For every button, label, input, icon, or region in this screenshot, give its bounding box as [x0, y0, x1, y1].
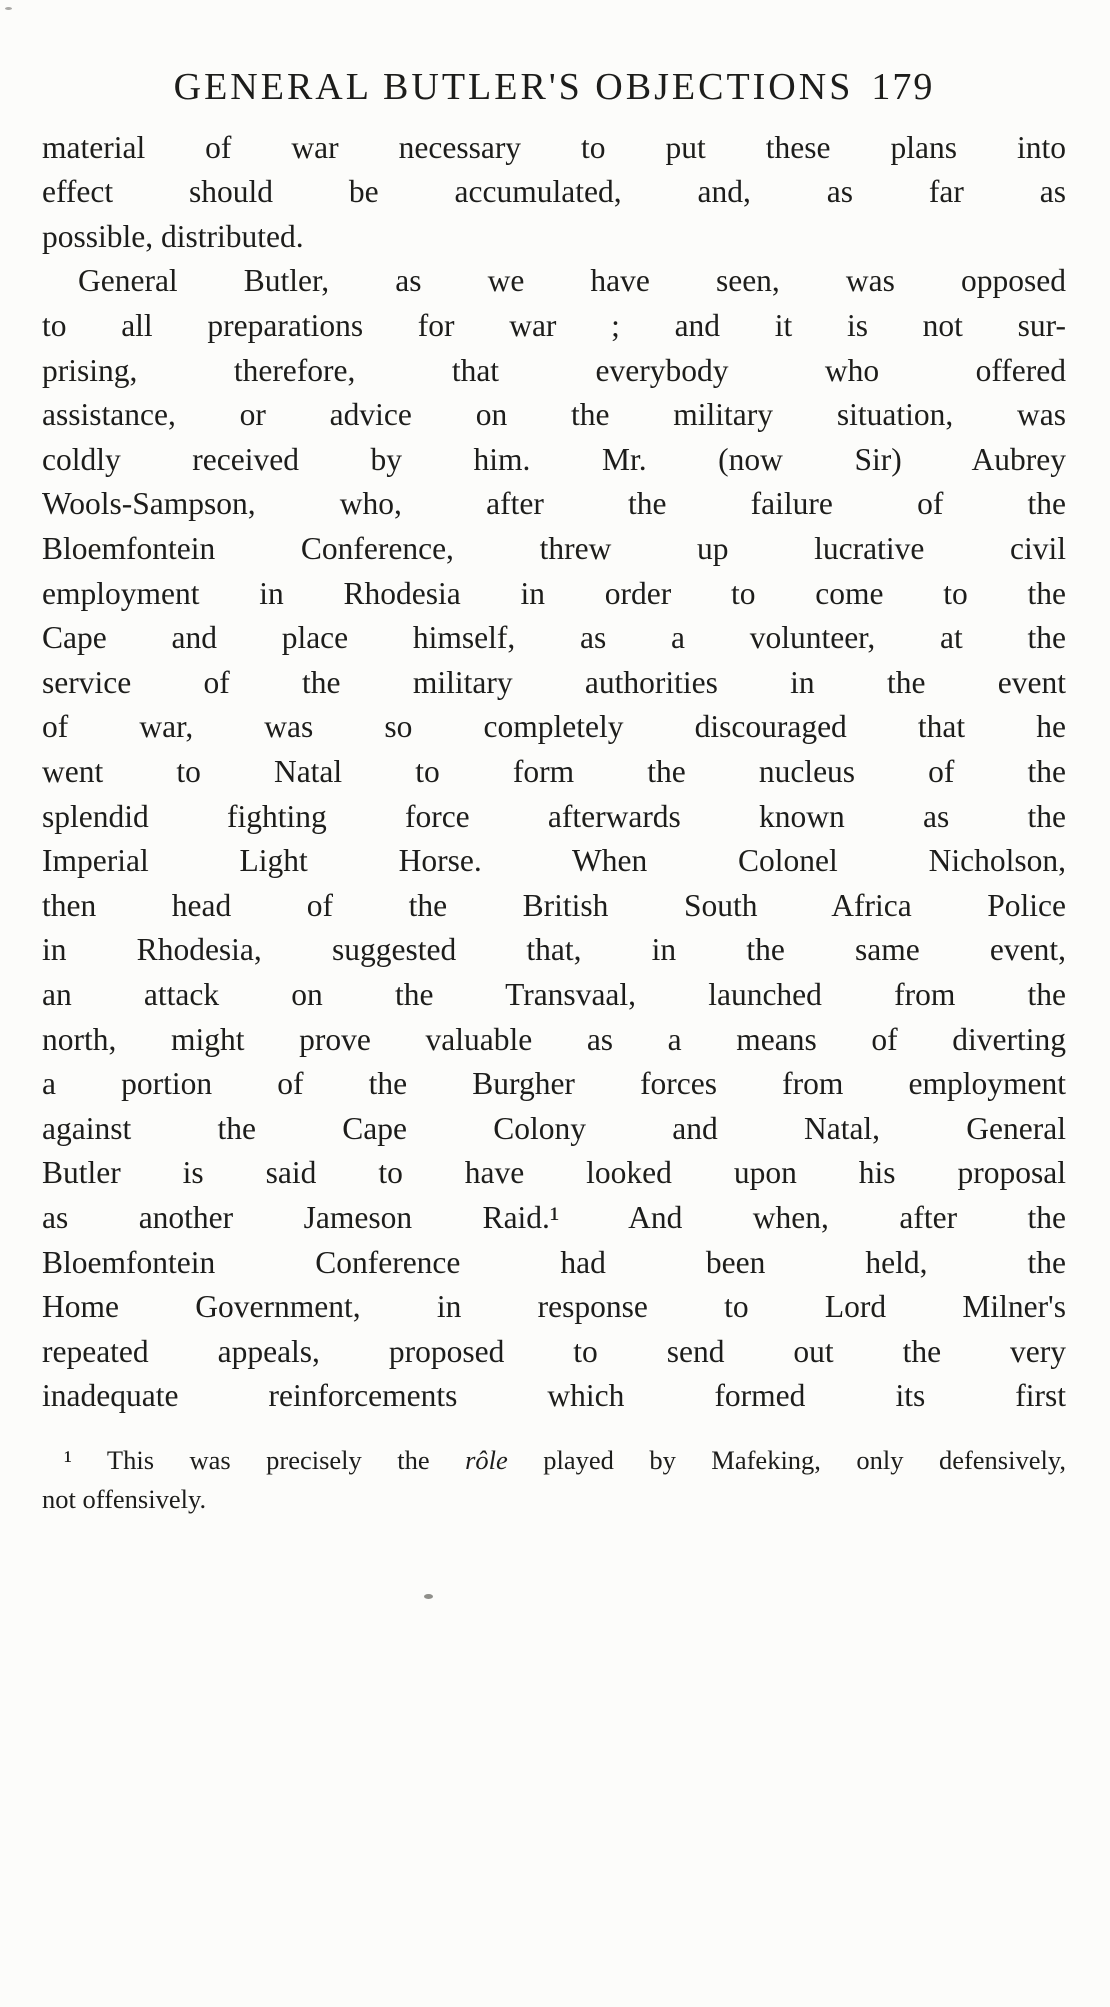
scan-artifact	[5, 7, 12, 10]
text-line: Bloemfontein Conference, threw up lucrative civil	[42, 531, 1066, 567]
text-line: Imperial Light Horse. When Colonel Nicholson,	[42, 843, 1066, 879]
text-line: material of war necessary to put these plans into	[42, 129, 1066, 165]
text-line: then head of the British South Africa Police	[42, 887, 1066, 923]
text-line: coldly received by him. Mr. (now Sir) Aubrey	[42, 441, 1066, 477]
text-line: Bloemfontein Conference had been held, the	[42, 1244, 1066, 1280]
text-line: employment in Rhodesia in order to come to the	[42, 575, 1066, 611]
text-line: inadequate reinforcements which formed its first	[42, 1378, 1066, 1414]
text-line: a portion of the Burgher forces from employment	[42, 1066, 1066, 1102]
text-line: Wools-Sampson, who, after the failure of the	[42, 486, 1066, 522]
text-line: went to Natal to form the nucleus of the	[42, 754, 1066, 789]
text-line: Butler is said to have looked upon his proposal	[42, 1155, 1066, 1191]
text-line: of war, was so completely discouraged that he	[42, 709, 1066, 745]
text-line: to all preparations for war ; and it is not sur-	[42, 308, 1066, 344]
text-line: effect should be accumulated, and, as far as	[42, 174, 1066, 210]
text-line: an attack on the Transvaal, launched from the	[42, 976, 1066, 1012]
text-line: Home Government, in response to Lord Milner's	[42, 1289, 1066, 1325]
footnote	[42, 1441, 1066, 1519]
text-line: assistance, or advice on the military situation, was	[42, 397, 1066, 433]
footnote-text-after: played by Mafeking, only defensively,	[507, 1444, 1066, 1475]
footnote-line	[42, 1441, 1066, 1480]
text-line: north, might prove valuable as a means of diverting	[42, 1021, 1066, 1057]
text-line: possible, distributed.	[42, 218, 304, 254]
text-line: in Rhodesia, suggested that, in the same event,	[42, 932, 1066, 968]
header-title: GENERAL BUTLER'S OBJECTIONS	[173, 66, 854, 108]
footnote-text-before: ¹ This was precisely the	[64, 1444, 466, 1475]
text-line: against the Cape Colony and Natal, General	[42, 1110, 1066, 1146]
text-line: service of the military authorities in the event	[42, 664, 1066, 700]
scan-artifact	[424, 1594, 433, 1599]
footnote-line: not offensively.	[42, 1483, 207, 1514]
page-header	[42, 66, 1066, 110]
text-line: repeated appeals, proposed to send out the very	[42, 1333, 1066, 1369]
text-line: prising, therefore, that everybody who offered	[42, 352, 1066, 388]
page-number: 179	[871, 66, 935, 108]
body-text	[42, 126, 1066, 1419]
footnote-italic-role: rôle	[465, 1444, 508, 1475]
text-line: General Butler, as we have seen, was opposed	[78, 263, 1066, 299]
text-line: as another Jameson Raid.¹ And when, after the	[42, 1199, 1066, 1235]
text-line: splendid fighting force afterwards known as the	[42, 798, 1066, 834]
text-line: Cape and place himself, as a volunteer, at the	[42, 620, 1066, 656]
